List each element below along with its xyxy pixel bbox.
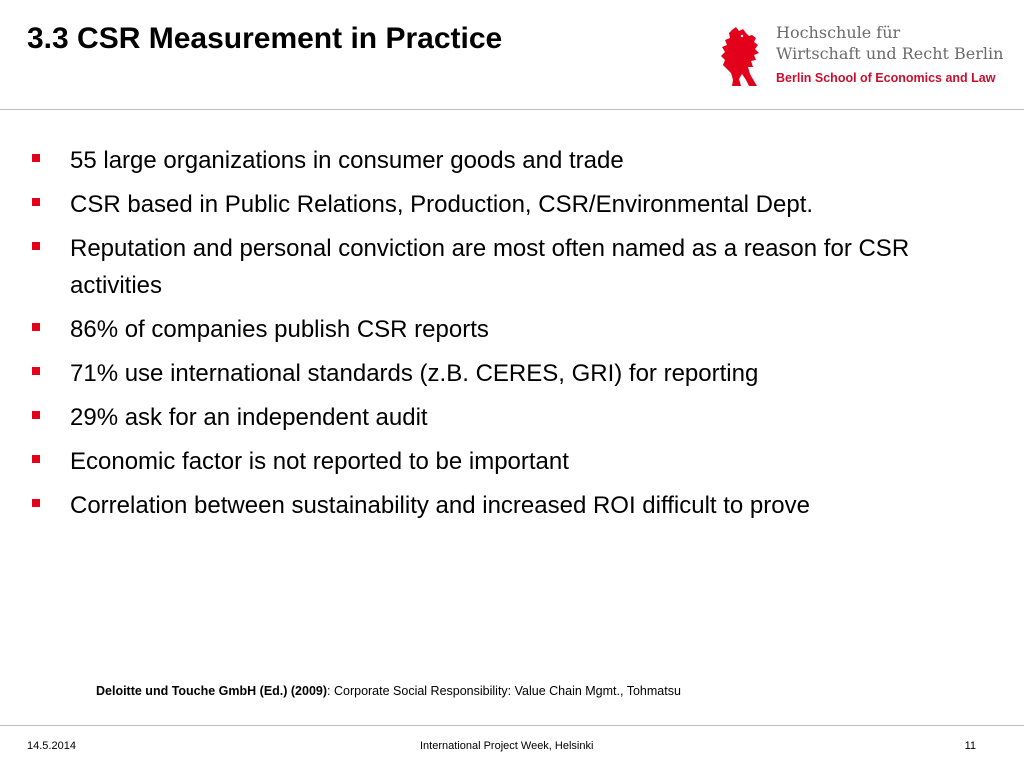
footer-date: 14.5.2014 xyxy=(27,740,76,752)
source-citation xyxy=(96,684,681,698)
bullet-item xyxy=(30,142,980,179)
berlin-bear-icon xyxy=(718,26,764,88)
source-details: : Corporate Social Responsibility: Value Chain Mgmt., Tohmatsu xyxy=(327,684,681,698)
bullet-item xyxy=(30,230,980,304)
bullet-item xyxy=(30,311,980,348)
bullet-marker-icon xyxy=(32,411,40,419)
bullet-text: Reputation and personal conviction are most often named as a reason for CSR activities xyxy=(70,235,910,299)
bullet-text: CSR based in Public Relations, Production, CSR/Environmental Dept. xyxy=(70,191,814,218)
bullet-marker-icon xyxy=(32,323,40,331)
bullet-marker-icon xyxy=(32,154,40,162)
header-divider xyxy=(0,109,1024,110)
university-logo xyxy=(718,22,1008,94)
bullet-text: Economic factor is not reported to be important xyxy=(70,448,569,475)
bullet-text: Correlation between sustainability and increased ROI difficult to prove xyxy=(70,492,810,519)
bullet-list xyxy=(30,142,980,531)
logo-name-line1: Hochschule für xyxy=(776,23,901,42)
source-author: Deloitte und Touche GmbH (Ed.) (2009) xyxy=(96,684,328,698)
page-number: 11 xyxy=(964,740,976,752)
bullet-item xyxy=(30,399,980,436)
footer-divider xyxy=(0,725,1024,726)
bullet-marker-icon xyxy=(32,367,40,375)
slide-title: 3.3 CSR Measurement in Practice xyxy=(27,22,503,55)
bullet-marker-icon xyxy=(32,198,40,206)
bullet-marker-icon xyxy=(32,499,40,507)
bullet-item xyxy=(30,443,980,480)
footer-event: International Project Week, Helsinki xyxy=(420,740,594,752)
logo-text xyxy=(776,22,1008,87)
logo-name-line2: Wirtschaft und Recht Berlin xyxy=(776,44,1004,63)
bullet-item xyxy=(30,355,980,392)
bullet-item xyxy=(30,186,980,223)
bullet-text: 86% of companies publish CSR reports xyxy=(70,316,489,343)
bullet-text: 71% use international standards (z.B. CERES, GRI) for reporting xyxy=(70,360,759,387)
bullet-text: 29% ask for an independent audit xyxy=(70,404,428,431)
bullet-text: 55 large organizations in consumer goods and trade xyxy=(70,147,624,174)
bullet-marker-icon xyxy=(32,242,40,250)
bullet-item xyxy=(30,487,980,524)
logo-english-name: Berlin School of Economics and Law xyxy=(776,71,996,85)
bullet-marker-icon xyxy=(32,455,40,463)
